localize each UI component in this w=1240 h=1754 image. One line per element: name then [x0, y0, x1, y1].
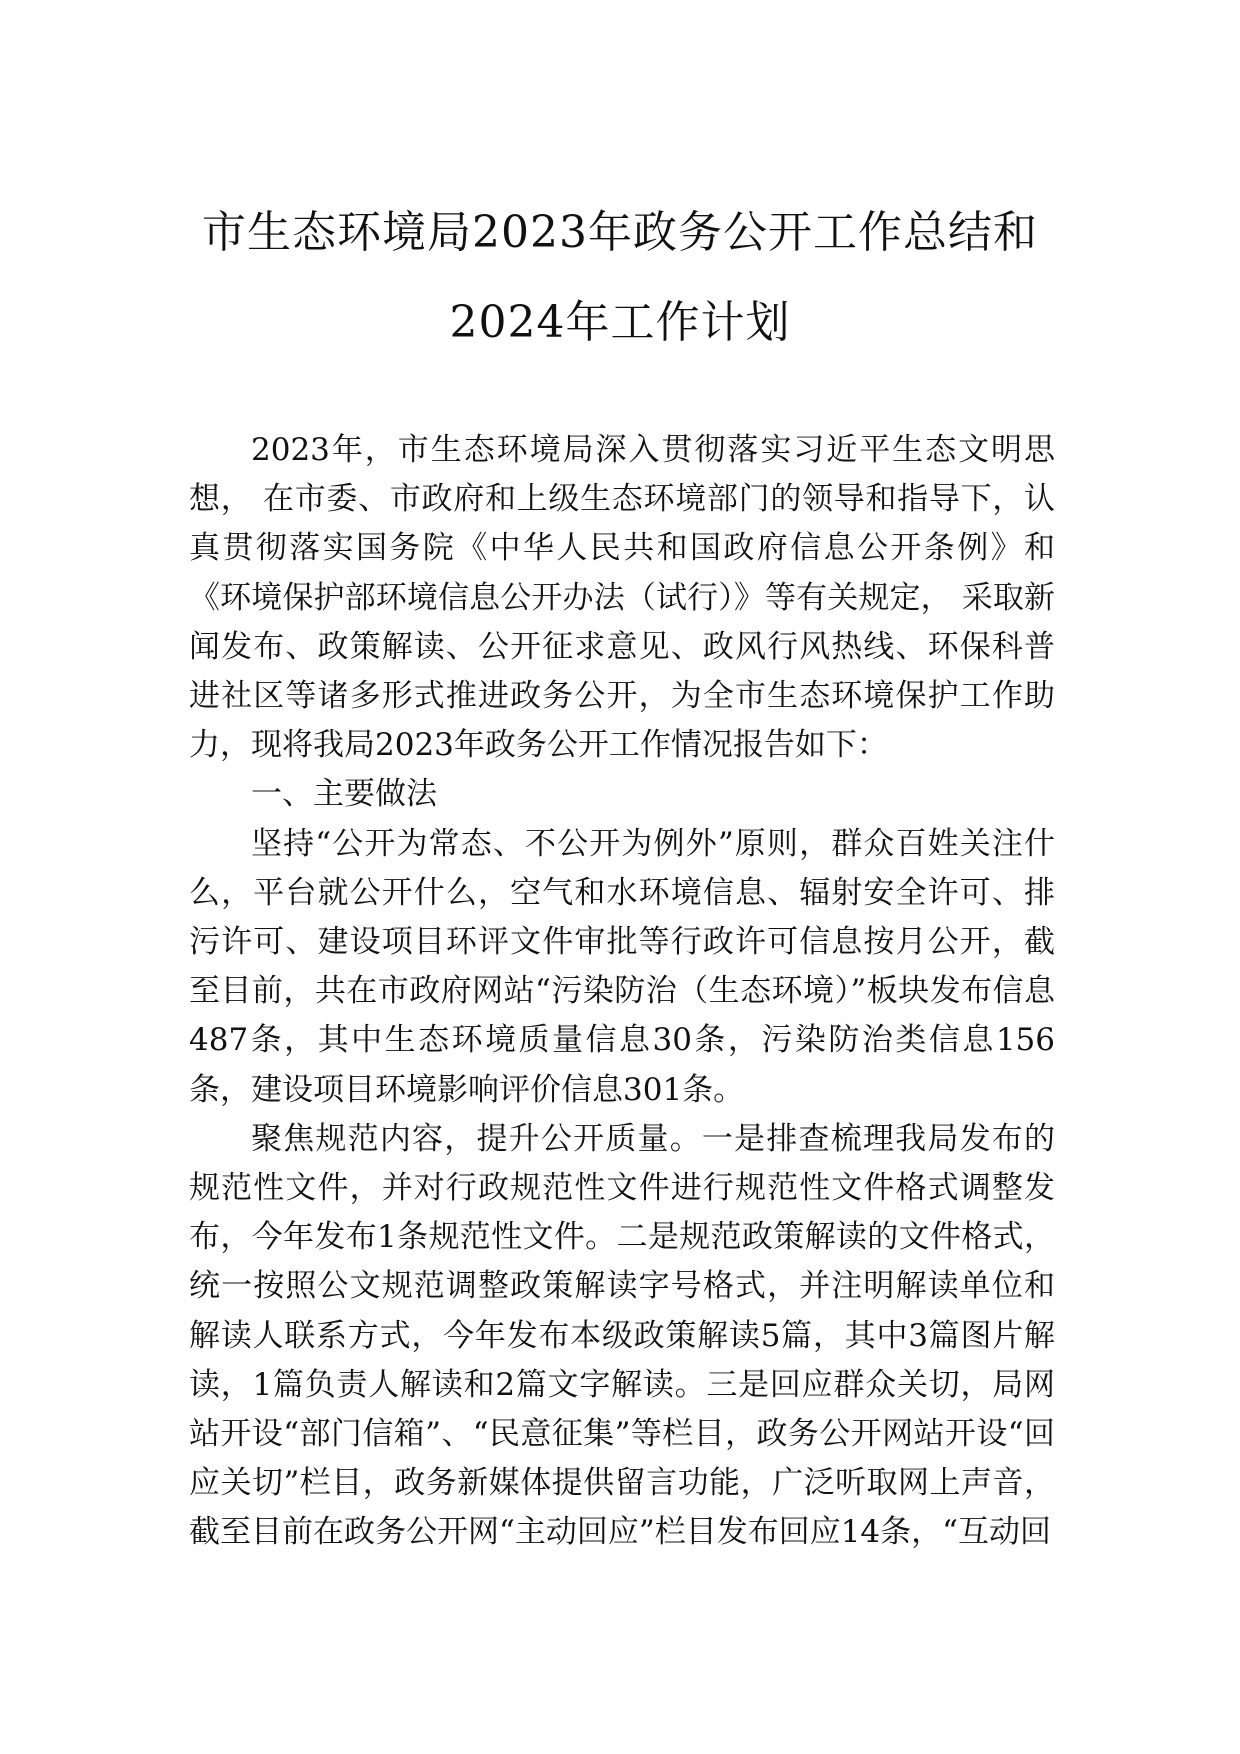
title-line-2: 2024年工作计划 — [449, 297, 791, 348]
title-line-1: 市生态环境局2023年政务公开工作总结和 — [202, 207, 1038, 258]
intro-paragraph: 2023年，市生态环境局深入贯彻落实习近平生态文明思想， 在市委、市政府和上级生态环境部门的领导和指导下，认真贯彻落实国务院《中华人民共和国政府信息公开条例》和《环境保护部环境信息公开办法（试行）》等有关规定， 采取新闻发布、政策解读、公开征求意见、政风行风热线、环保科普进社区等诸多形式推进政务公开，为全市生态环境保护工作助力，现将我局2023年政务公开工作情况报告如下： — [189, 432, 1055, 764]
document-body — [189, 426, 1055, 1558]
document-title — [150, 207, 1090, 348]
section-1-paragraph-2: 聚焦规范内容，提升公开质量。一是排查梳理我局发布的规范性文件，并对行政规范性文件进行规范性文件格式调整发布，今年发布1条规范性文件。二是规范政策解读的文件格式，统一按照公文规范调整政策解读字号格式，并注明解读单位和解读人联系方式，今年发布本级政策解读5篇，其中3篇图片解读，1篇负责人解读和2篇文字解读。三是回应群众关切，局网站开设“部门信箱”、“民意征集”等栏目，政务公开网站开设“回应关切”栏目，政务新媒体提供留言功能，广泛听取网上声音，截至目前在政务公开网“主动回应”栏目发布回应14条，“互动回 — [189, 1120, 1055, 1551]
section-1-heading: 一、主要做法 — [251, 776, 437, 813]
section-1-paragraph-1: 坚持“公开为常态、不公开为例外”原则，群众百姓关注什么，平台就公开什么，空气和水环境信息、辐射安全许可、排污许可、建设项目环评文件审批等行政许可信息按月公开，截至目前，共在市政府网站“污染防治（生态环境）”板块发布信息487条，其中生态环境质量信息30条，污染防治类信息156条，建设项目环境影响评价信息301条。 — [189, 825, 1055, 1108]
